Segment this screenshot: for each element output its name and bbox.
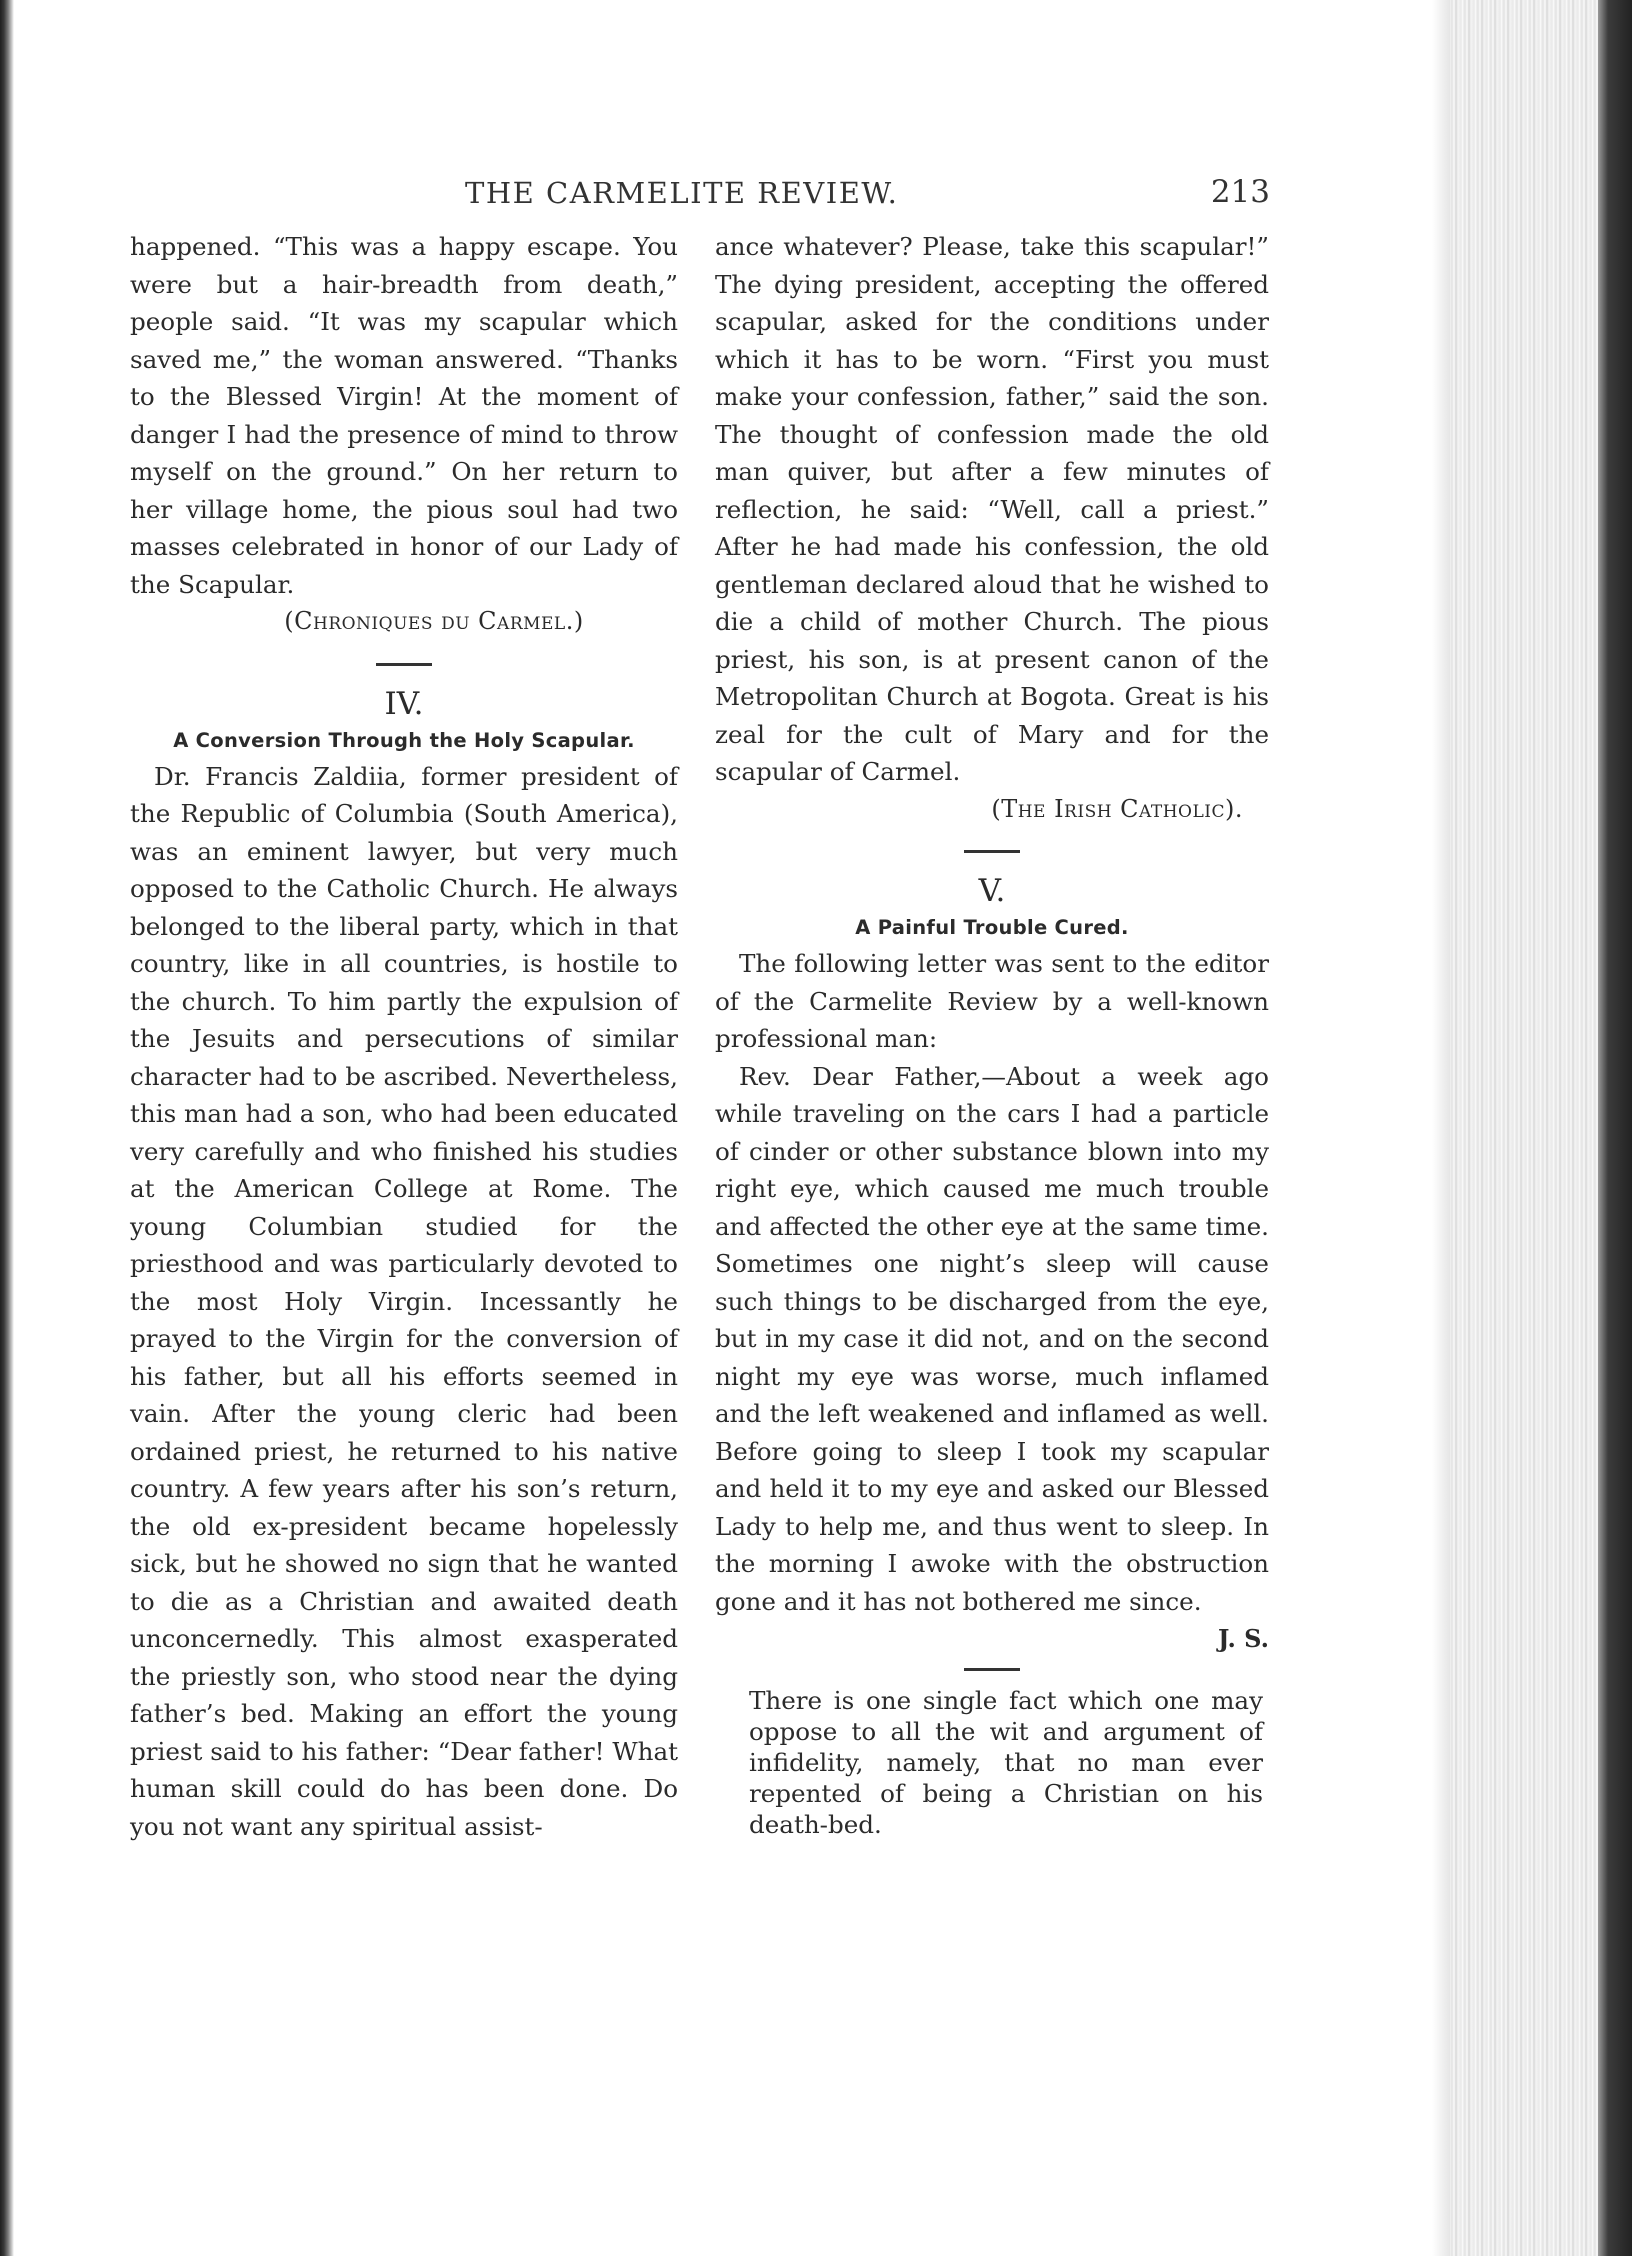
source-citation: (The Irish Catholic). [991,794,1243,823]
closing-quote: There is one single fact which one may oppose to all the wit and argument of infidelity, namely, that no man ever repented of being a Christian on his death-bed. [749,1685,1263,1839]
page-number: 213 [1210,174,1270,210]
right-column [715,228,1269,1840]
running-header [130,176,1270,216]
section-divider [964,850,1020,853]
section-number: IV. [384,685,424,722]
paragraph: happened. “This was a happy escape. You were but a hair-breadth from death,” people said. “It was my scapular which saved me,” the woman answered. “Thanks to the Blessed Virgin! At the moment of danger I had the presence of mind to throw myself on the ground.” On her return to her village home, the pious soul had two masses celebrated in honor of our Lady of the Scapular. [130,232,678,599]
section-title: A Conversion Through the Holy Scapular. [173,728,635,752]
paragraph: Dr. Francis Zaldiia, former president of the Republic of Columbia (South America), was an eminent lawyer, but very much opposed to the Catholic Church. He always belonged to the liberal party, which in that country, like in all countries, is hostile to the church. To him partly the expulsion of the Jesuits and persecutions of similar character had to be ascribed. Nevertheless, this man had a son, who had been educated very carefully and who finished his studies at the American College at Rome. The young Columbian studied for the priesthood and was particularly devoted to the most Holy Virgin. Incessantly he prayed to the Virgin for the conversion of his father, but all his efforts seemed in vain. After the young cleric had been ordained priest, he returned to his native country. A few years after his son’s return, the old ex-president became hopelessly sick, but he showed no sign that he wanted to die as a Christian and awaited death unconcernedly. This almost exasperated the priestly son, who stood near the dying father’s bed. Making an effort the young priest said to his father: “Dear father! What human skill could do has been done. Do you not want any spiritual assist- [130,761,678,1841]
book-cover-edge [1598,0,1632,2256]
signature: J. S. [1217,1624,1269,1653]
left-column [130,228,678,1845]
source-citation: (Chroniques du Carmel.) [284,607,584,635]
paragraph: ance whatever? Please, take this scapular!” The dying president, accepting the offered scapular, asked for the conditions under which it has to be worn. “First you must make your confession, father,” said the son. The thought of confession made the old man quiver, but after a few minutes of reflection, he said: “Well, call a priest.” After he had made his confession, the old gentleman declared aloud that he wished to die a child of mother Church. The pious priest, his son, is at present canon of the Metropolitan Church at Bogota. Great is his zeal for the cult of Mary and for the scapular of Carmel. [715,232,1269,786]
section-number: V. [978,873,1006,909]
running-title: THE CARMELITE REVIEW. [465,176,899,210]
section-divider [964,1668,1020,1671]
binding-edge [0,0,14,2256]
paragraph: The following letter was sent to the editor of the Carmelite Review by a well-known professional man: [715,949,1269,1053]
section-title: A Painful Trouble Cured. [855,916,1129,939]
section-divider [376,663,432,666]
letter-paragraph: Rev. Dear Father,—About a week ago while traveling on the cars I had a particle of cinder or other substance blown into my right eye, which caused me much trouble and affected the other eye at the same time. Sometimes one night’s sleep will cause such things to be discharged from the eye, but in my case it did not, and on the second night my eye was worse, much inflamed and the left weakened and inflamed as well. Before going to sleep I took my scapular and held it to my eye and asked our Blessed Lady to help me, and thus went to sleep. In the morning I awoke with the obstruction gone and it has not bothered me since. [715,1061,1269,1616]
